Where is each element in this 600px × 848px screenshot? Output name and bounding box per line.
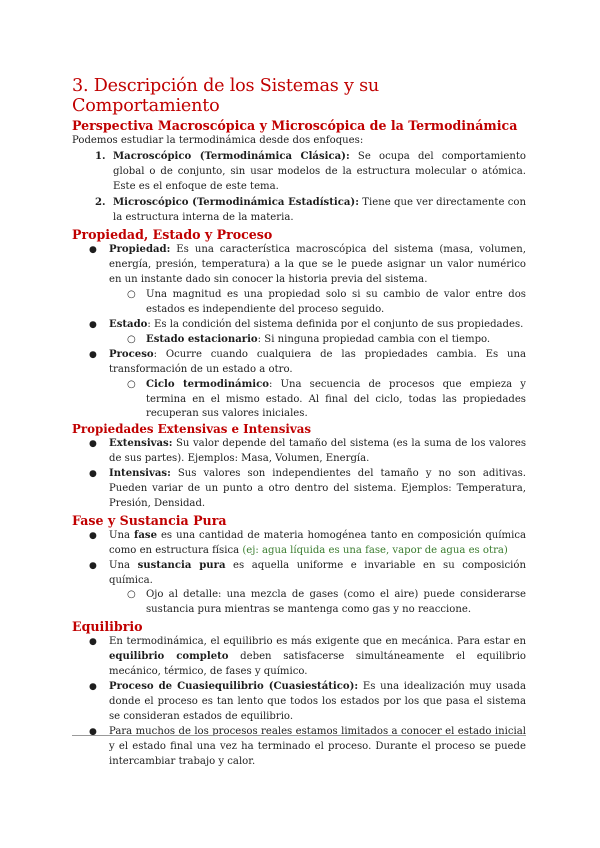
propiedad-list <box>72 243 526 422</box>
item-term: Proceso de Cuasiequilibrio (Cuasiestático): <box>109 681 359 692</box>
item-text: : Ocurre cuando cualquiera de las propiedades cambia. Es una transformación de un estado a otro. <box>109 348 526 375</box>
list-item <box>89 529 527 559</box>
list-item <box>89 243 526 318</box>
extensivas-list <box>72 437 526 512</box>
equilibrio-list <box>72 635 526 769</box>
item-text: Es una característica macroscópica del sistema (masa, volumen, energía, presión, temperatura) a la que se le puede asignar un valor numérico en un instante dado sin conocer la historia previa del sistema. <box>109 244 526 286</box>
item-text: Es una idealización muy usada donde el proceso es tan lento que todos los estados por los que pasa el sistema se consideran estados de equilibrio. <box>109 681 527 722</box>
circle-bullet-icon: ○ <box>127 378 136 390</box>
sub-list-item <box>127 333 526 348</box>
bullet-icon: ● <box>89 439 97 450</box>
item-text: es una cantidad de materia homogénea tanto en composición química como en estructura física <box>109 529 527 556</box>
list-item <box>89 348 526 423</box>
section-heading-equilibrio: Equilibrio <box>72 619 143 635</box>
bullet-icon: ● <box>89 349 97 360</box>
bullet-icon: ● <box>89 530 97 541</box>
item-term: fase <box>134 529 157 541</box>
item-term: Ciclo termodinámico <box>146 378 269 390</box>
perspectiva-intro: Podemos estudiar la termodinámica desde dos enfoques: <box>72 135 364 146</box>
item-text: Tiene que ver directamente con la estructura interna de la materia. <box>113 196 526 223</box>
item-text: Una <box>109 559 138 571</box>
circle-bullet-icon: ○ <box>127 333 136 345</box>
list-item <box>89 680 527 725</box>
bullet-icon: ● <box>89 726 97 737</box>
sub-list <box>109 288 526 318</box>
item-term: equilibrio completo <box>109 651 229 663</box>
bullet-icon: ● <box>89 637 97 648</box>
list-item <box>89 437 526 467</box>
list-item <box>89 559 526 619</box>
sub-list-item <box>127 588 526 618</box>
bullet-icon: ● <box>89 682 97 692</box>
circle-bullet-icon: ○ <box>127 289 136 301</box>
item-term: Extensivas: <box>109 438 173 450</box>
circle-bullet-icon: ○ <box>127 589 136 601</box>
bullet-icon: ● <box>89 469 97 480</box>
item-term: Microscópico (Termodinámica Estadística): <box>113 196 359 208</box>
perspectiva-list <box>72 150 526 226</box>
item-text: : Es la condición del sistema definida por el conjunto de sus propiedades. <box>147 318 524 330</box>
item-term: Propiedad: <box>109 244 171 256</box>
page-content <box>72 76 526 769</box>
item-term: Estado estacionario <box>146 333 258 345</box>
item-text: : Si ninguna propiedad cambia con el tiempo. <box>257 333 491 345</box>
list-item <box>109 196 526 226</box>
item-term: Proceso <box>109 348 154 360</box>
item-text: Se ocupa del comportamiento global o de conjunto, sin usar modelos de la estructura molecular o atómica. Este es el enfoque de este tema. <box>113 150 527 192</box>
item-text: Su valor depende del tamaño del sistema (es la suma de los valores de sus partes). Ejemplos: Masa, Volumen, Energía. <box>109 438 526 465</box>
list-item <box>89 635 527 680</box>
item-term: Estado <box>109 318 148 330</box>
item-text: Una <box>109 529 134 541</box>
list-item <box>89 318 526 348</box>
page-title: 3. Descripción de los Sistemas y su Comportamiento <box>72 76 380 116</box>
item-text: Para muchos de los procesos reales estamos limitados a conocer el estado inicial y el estado final una vez ha terminado el proceso. Durante el proceso se puede intercambiar trabajo y calor. <box>109 725 526 767</box>
item-text: es aquella uniforme e invariable en su composición química. <box>109 559 526 586</box>
fase-list <box>72 529 526 618</box>
sub-list-item <box>127 288 526 318</box>
sub-list-item <box>127 378 526 423</box>
list-item <box>89 467 526 512</box>
horizontal-divider <box>72 735 526 736</box>
example-text: (ej: agua líquida es una fase, vapor de agua es otra) <box>242 544 508 556</box>
list-item <box>89 725 526 770</box>
item-term: Macroscópico (Termodinámica Clásica): <box>113 150 350 162</box>
item-text: Sus valores son independientes del tamaño y no son aditivas. Pueden variar de un punto a otro dentro del sistema. Ejemplos: Temperatura, Presión, Densidad. <box>109 468 526 509</box>
sub-list <box>109 333 526 348</box>
item-text: Una magnitud es una propiedad solo si su cambio de valor entre dos estados es independiente del proceso seguido. <box>146 289 526 316</box>
item-text: En termodinámica, el equilibrio es más exigente que en mecánica. Para estar en <box>109 636 526 648</box>
item-text: : Una secuencia de procesos que empieza y termina en el mismo estado. Al final del ciclo, todas las propiedades recuperan sus valores iniciales. <box>146 378 526 420</box>
section-heading-extensivas: Propiedades Extensivas e Intensivas <box>72 422 312 437</box>
section-heading-fase: Fase y Sustancia Pura <box>72 512 227 528</box>
sub-list <box>109 378 526 423</box>
sub-list <box>109 588 526 618</box>
bullet-icon: ● <box>89 245 97 256</box>
item-text: Ojo al detalle: una mezcla de gases (como el aire) puede considerarse sustancia pura mientras se mantenga como gas y no reaccione. <box>146 589 526 616</box>
section-heading-propiedad: Propiedad, Estado y Proceso <box>72 227 273 243</box>
bullet-icon: ● <box>89 560 97 571</box>
section-heading-perspectiva: Perspectiva Macroscópica y Microscópica de la Termodinámica <box>72 118 518 133</box>
item-text: deben satisfacerse simultáneamente el equilibrio mecánico, térmico, de fases y químico. <box>109 651 527 678</box>
item-term: sustancia pura <box>137 559 226 571</box>
list-item <box>109 150 526 195</box>
bullet-icon: ● <box>89 319 97 330</box>
item-term: Intensivas: <box>109 468 171 480</box>
